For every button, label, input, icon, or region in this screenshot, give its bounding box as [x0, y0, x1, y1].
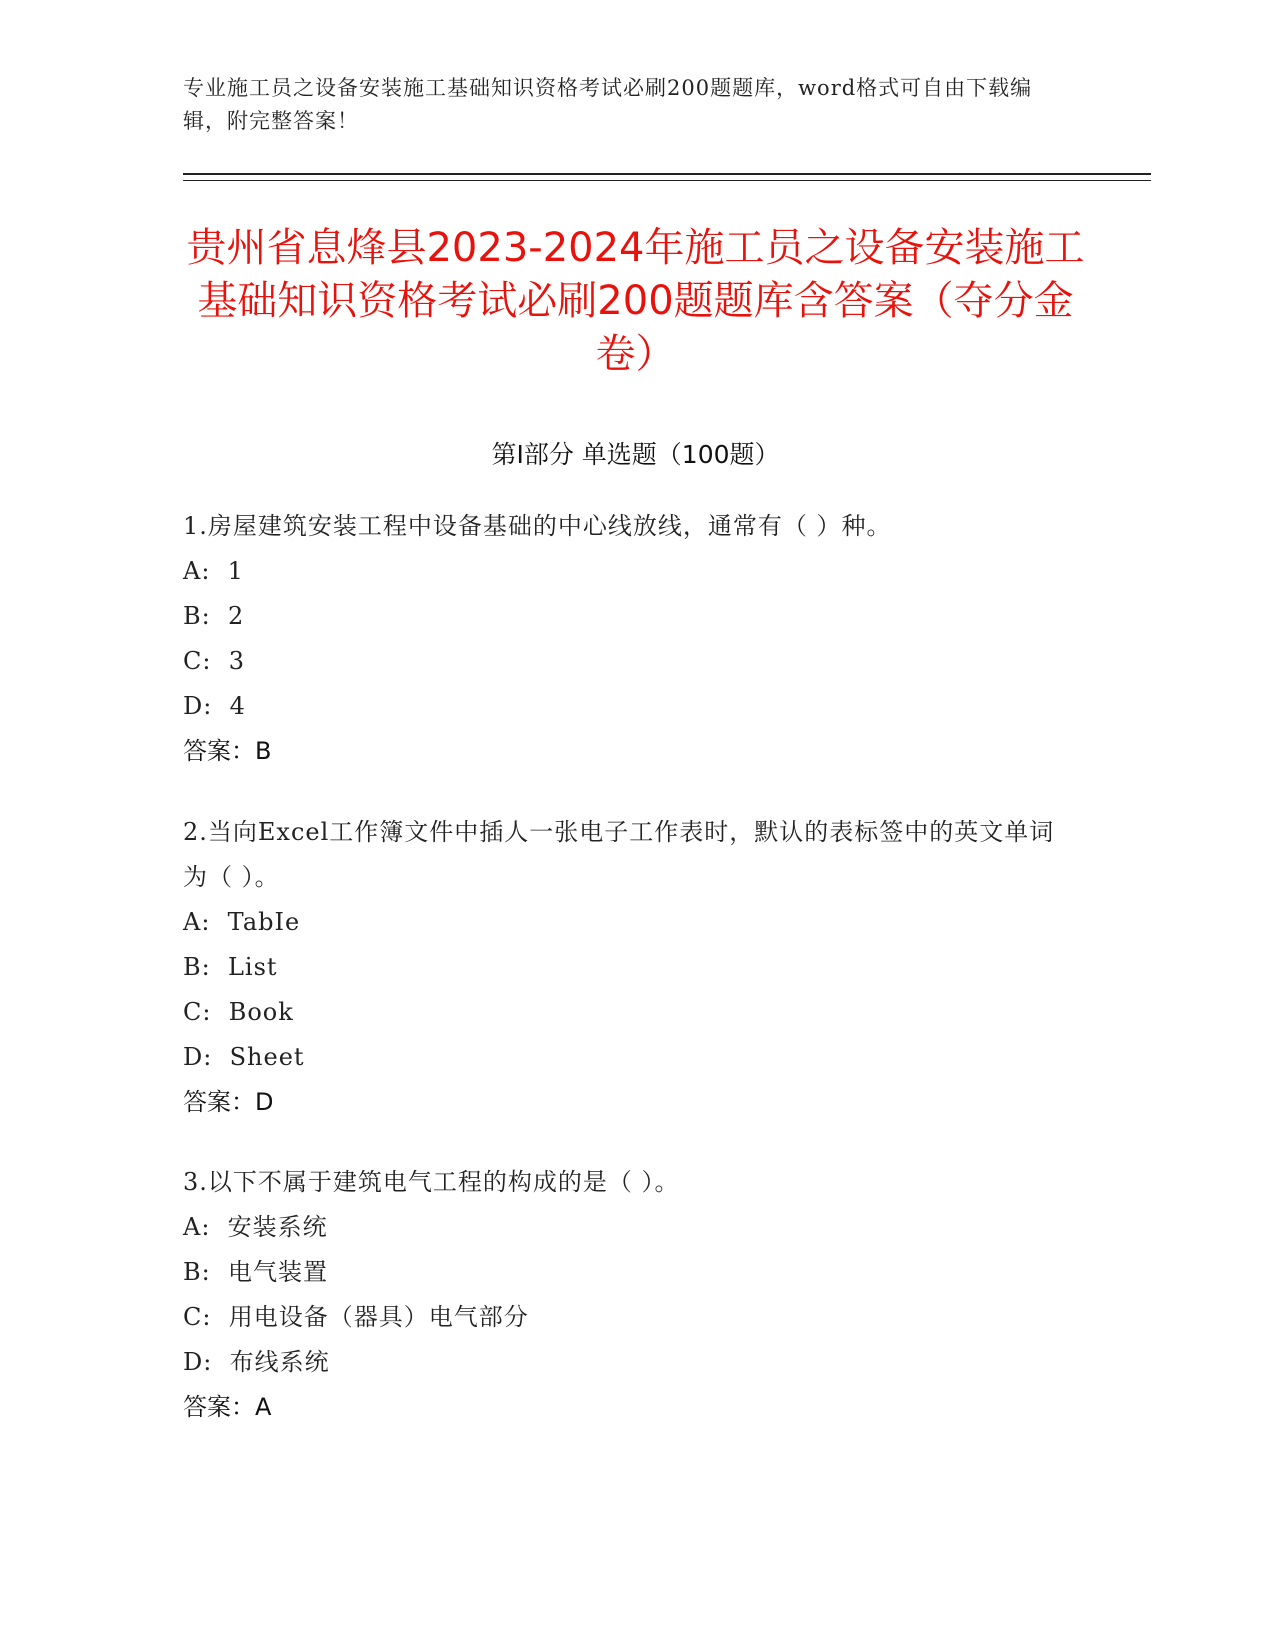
section-heading: 第I部分 单选题（100题） [491, 440, 780, 469]
option-b: B: 2 [183, 602, 245, 630]
option-c: C: 3 [183, 647, 245, 675]
question-2 [183, 810, 1063, 1125]
option-d: D: 4 [183, 692, 246, 720]
header-note: 专业施工员之设备安装施工基础知识资格考试必刷200题题库，word格式可自由下载编辑，附完整答案！ [183, 76, 1033, 133]
option-a: A: TabIe [183, 908, 301, 936]
answer-line: 答案：D [183, 1088, 274, 1116]
document-title: 贵州省息烽县2023-2024年施工员之设备安装施工基础知识资格考试必刷200题题库含答案（夺分金卷） [186, 225, 1085, 377]
option-c: C: Book [183, 998, 294, 1026]
option-c: C: 用电设备（器具）电气部分 [183, 1303, 529, 1331]
header-rule-thin [183, 180, 1151, 181]
option-a: A: 1 [183, 557, 244, 585]
question-1 [183, 504, 1063, 774]
answer-line: 答案：B [183, 737, 272, 765]
option-b: B: 电气装置 [183, 1258, 328, 1286]
question-stem: 1.房屋建筑安装工程中设备基础的中心线放线，通常有（ ）种。 [183, 512, 892, 540]
answer-line: 答案：A [183, 1393, 272, 1421]
option-d: D: 布线系统 [183, 1348, 330, 1376]
option-b: B: List [183, 953, 278, 981]
question-stem: 2.当向Excel工作簿文件中插人一张电子工作表时，默认的表标签中的英文单词为（ ）。 [183, 818, 1055, 891]
option-d: D: Sheet [183, 1043, 305, 1071]
question-3 [183, 1160, 1063, 1430]
question-stem: 3.以下不属于建筑电气工程的构成的是（ ）。 [183, 1168, 680, 1196]
header-rule-thick [183, 173, 1151, 175]
option-a: A: 安装系统 [183, 1213, 328, 1241]
